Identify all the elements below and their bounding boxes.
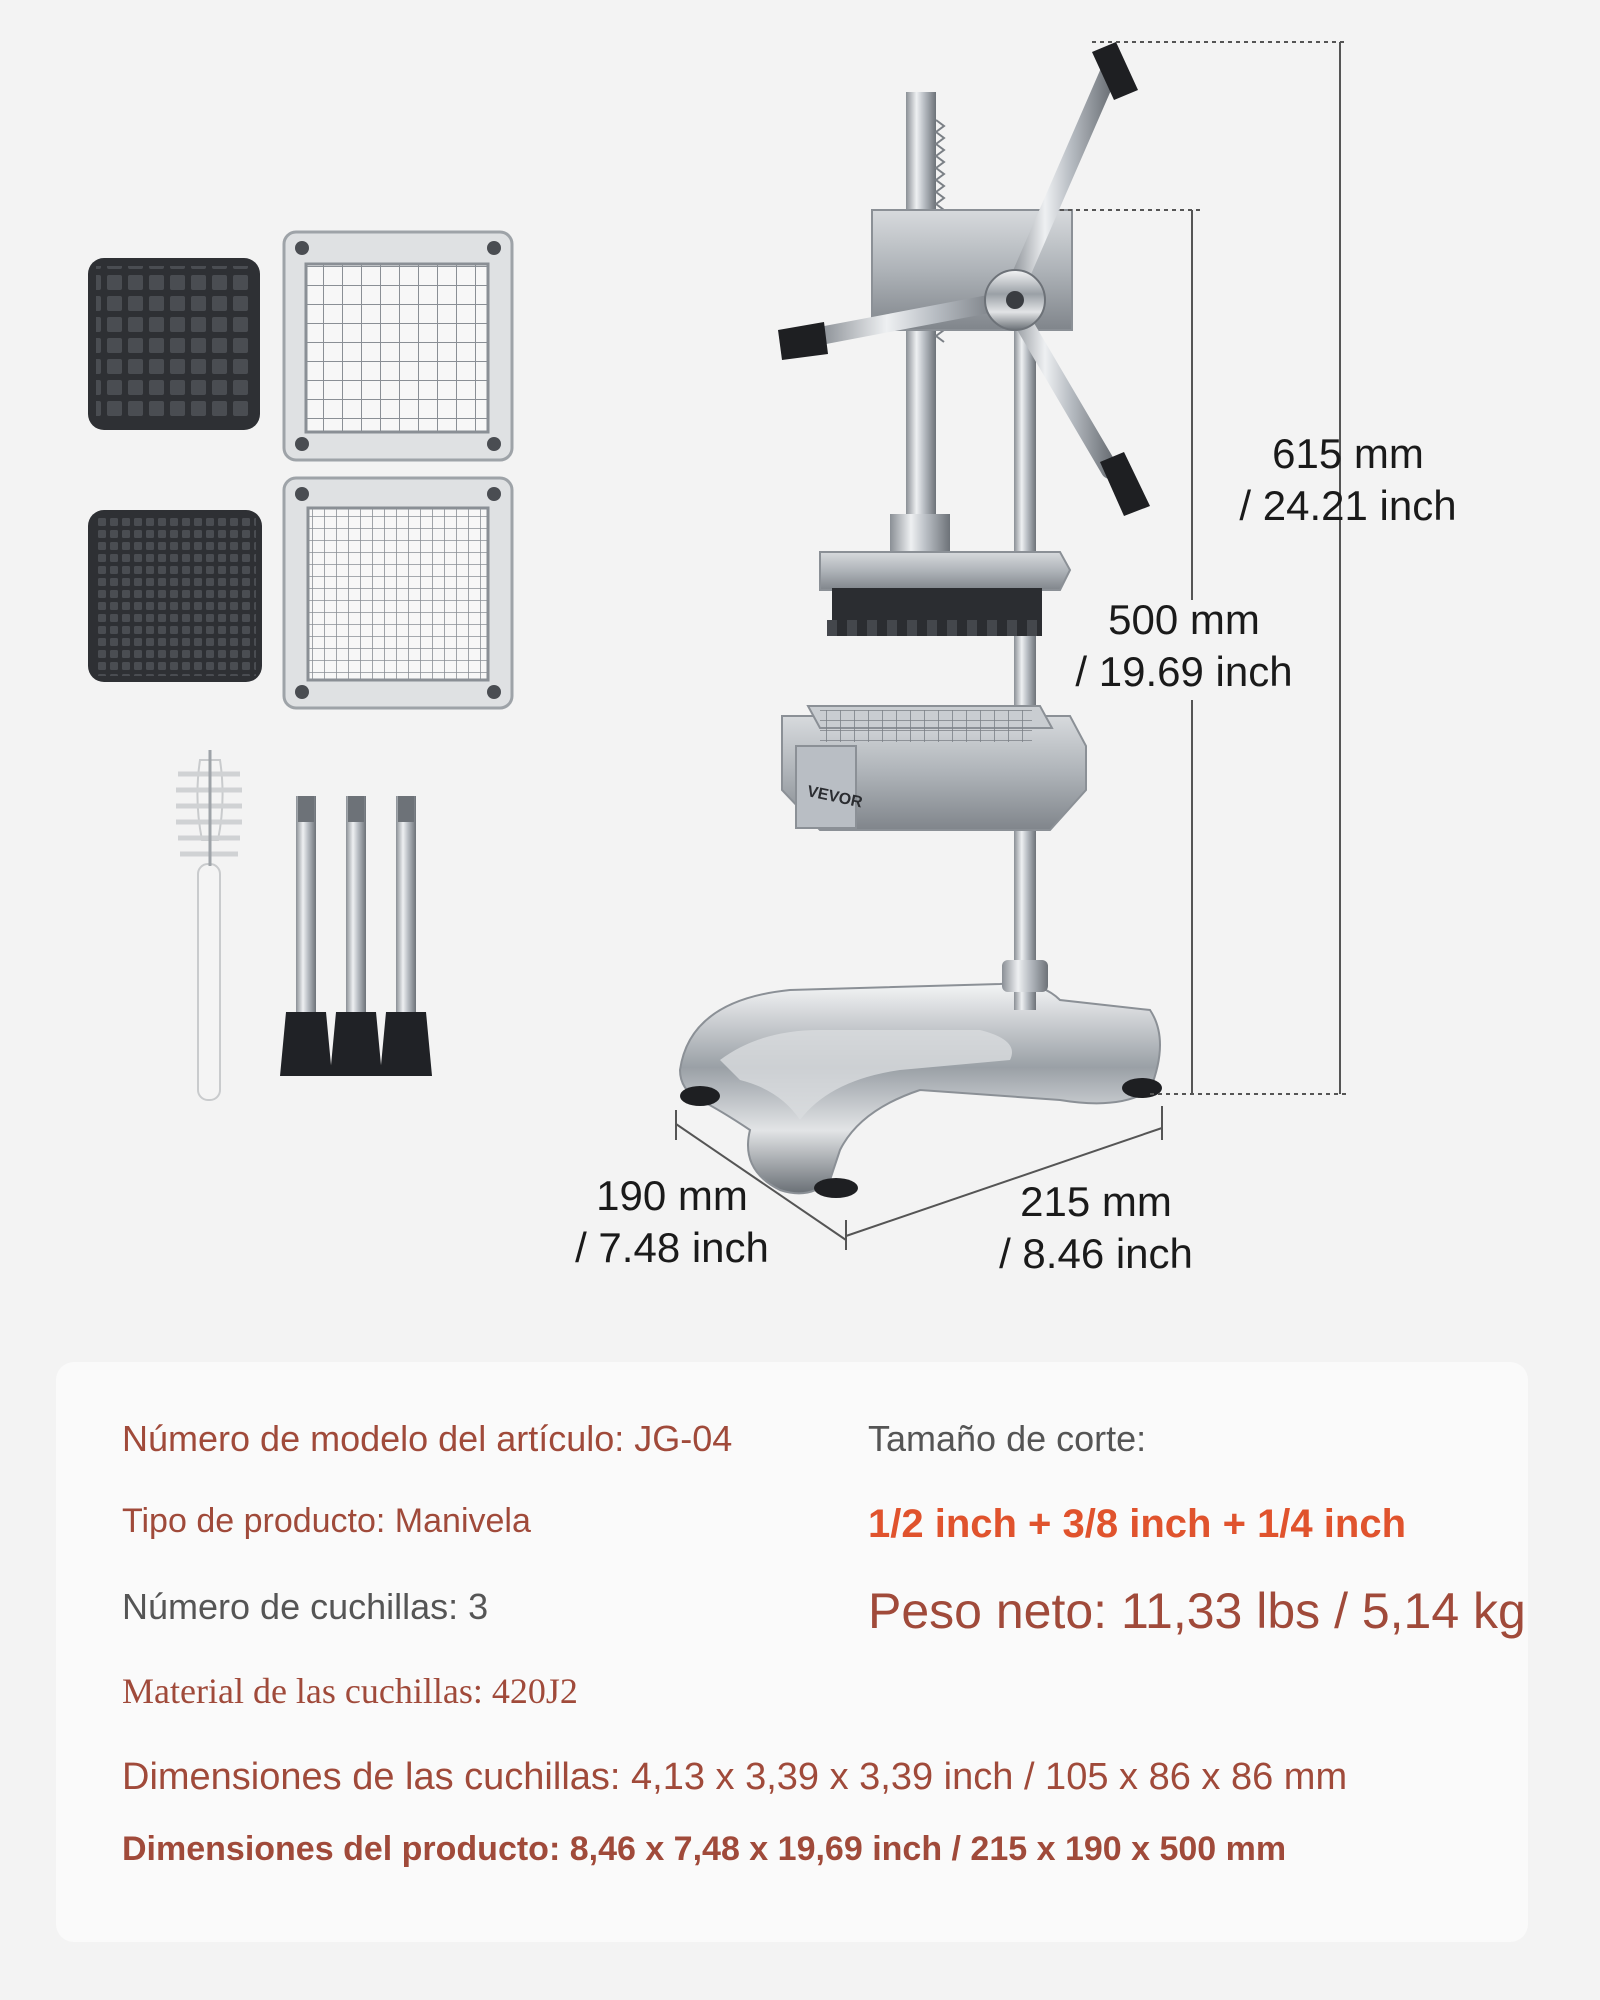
push-block-large — [88, 258, 260, 430]
dimension-mm: 500 mm — [1108, 596, 1260, 643]
blade-frame-small — [284, 478, 512, 708]
dimension-depth — [552, 1170, 792, 1274]
dimension-mm: 615 mm — [1272, 430, 1424, 477]
spec-net-weight: Peso neto: 11,33 lbs / 5,14 kg — [868, 1583, 1526, 1639]
dimension-inch: / 7.48 inch — [575, 1224, 769, 1271]
dimension-mm: 215 mm — [1020, 1178, 1172, 1225]
dimension-total-height — [1228, 428, 1468, 532]
spec-model: Número de modelo del artículo: JG-04 — [122, 1418, 733, 1459]
spec-product-dimensions: Dimensiones del producto: 8,46 x 7,48 x 19,69 inch / 215 x 190 x 500 mm — [122, 1830, 1287, 1868]
spec-cut-size-label: Tamaño de corte: — [868, 1418, 1147, 1459]
spec-blade-dimensions: Dimensiones de las cuchillas: 4,13 x 3,39 x 3,39 inch / 105 x 86 x 86 mm — [122, 1756, 1348, 1798]
spec-blade-material: Material de las cuchillas: 420J2 — [122, 1671, 578, 1711]
brand-logo: VEVOR — [805, 783, 864, 812]
dimension-mm: 190 mm — [596, 1172, 748, 1219]
push-block-small — [88, 510, 262, 682]
dimension-width — [976, 1176, 1216, 1280]
replacement-rods — [280, 796, 432, 1076]
spec-cut-sizes: 1/2 inch + 3/8 inch + 1/4 inch — [868, 1502, 1407, 1546]
dimension-inch: / 19.69 inch — [1075, 648, 1293, 695]
spec-product-type: Tipo de producto: Manivela — [122, 1502, 531, 1540]
cleaning-brush — [176, 750, 242, 1100]
spec-blade-count: Número de cuchillas: 3 — [122, 1586, 489, 1627]
dimension-product-height — [1064, 594, 1304, 698]
blade-frame-large — [284, 232, 512, 460]
dimension-inch: / 24.21 inch — [1239, 482, 1457, 529]
dimension-inch: / 8.46 inch — [999, 1230, 1193, 1277]
